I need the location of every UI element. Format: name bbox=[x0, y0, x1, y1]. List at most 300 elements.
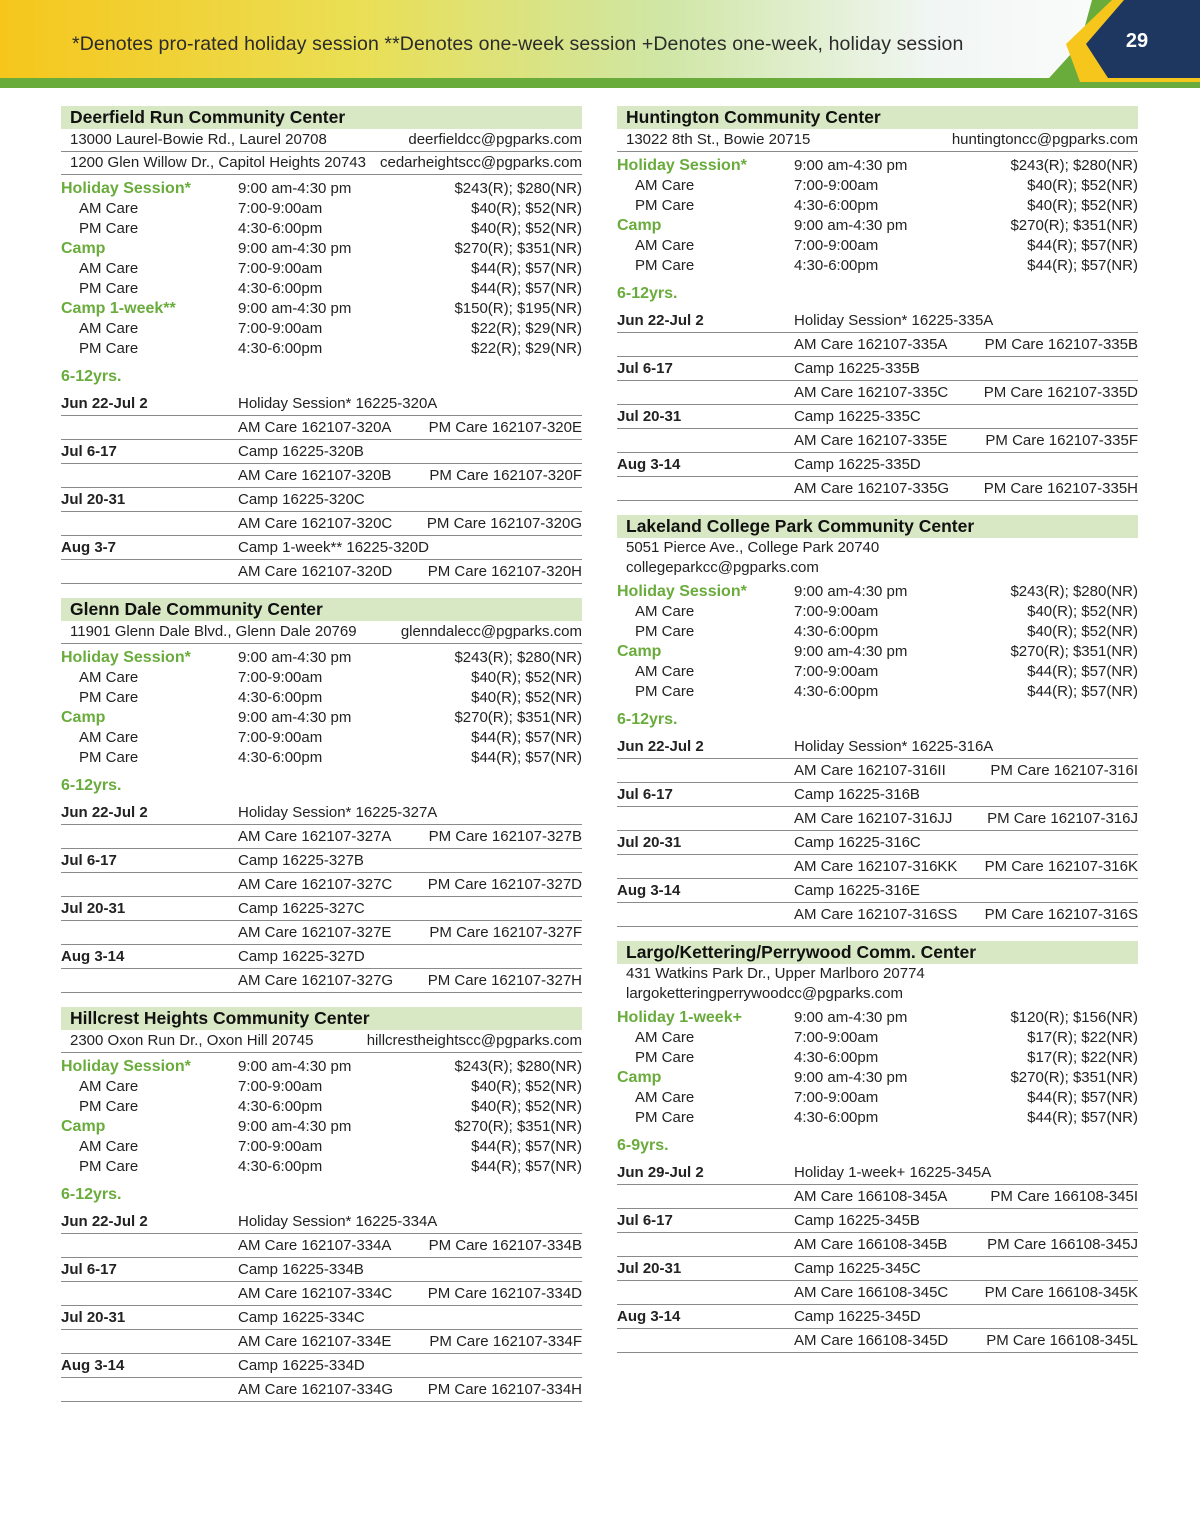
session-schedule bbox=[617, 156, 1138, 276]
center-address: 2300 Oxon Run Dr., Oxon Hill 20745 bbox=[70, 1032, 314, 1049]
schedule-row bbox=[617, 236, 1138, 256]
registration-row bbox=[617, 477, 1138, 501]
session-type: Holiday Session* bbox=[617, 583, 747, 600]
registration-row bbox=[617, 381, 1138, 405]
registration-row bbox=[617, 429, 1138, 453]
schedule-row bbox=[617, 682, 1138, 702]
right-column bbox=[617, 106, 1138, 1367]
session-fee: $243(R); $280(NR) bbox=[454, 649, 582, 666]
session-dates: Jul 20-31 bbox=[617, 1260, 682, 1277]
activity-code: Camp 16225-316C bbox=[794, 834, 921, 851]
session-type: AM Care bbox=[79, 260, 139, 277]
session-dates bbox=[61, 921, 238, 944]
session-time: 9:00 am-4:30 pm bbox=[238, 1118, 352, 1135]
session-time: 7:00-9:00am bbox=[794, 237, 879, 254]
activity-code: AM Care 162107-335E bbox=[794, 432, 948, 449]
session-type: AM Care bbox=[79, 1138, 139, 1155]
registration-row bbox=[61, 1378, 582, 1402]
session-dates bbox=[617, 855, 794, 878]
session-fee: $44(R); $57(NR) bbox=[471, 1158, 582, 1175]
schedule-row bbox=[61, 339, 582, 359]
pm-care-code: PM Care 166108-345J bbox=[987, 1236, 1138, 1253]
session-type: PM Care bbox=[79, 340, 139, 357]
activity-code: Camp 16225-327C bbox=[238, 900, 365, 917]
center-contact-row bbox=[617, 129, 1138, 152]
session-dates: Jul 20-31 bbox=[61, 491, 126, 508]
registration-row bbox=[617, 1233, 1138, 1257]
session-dates bbox=[617, 477, 794, 500]
session-time: 4:30-6:00pm bbox=[794, 1109, 879, 1126]
session-time: 9:00 am-4:30 pm bbox=[238, 1058, 352, 1075]
session-dates bbox=[61, 464, 238, 487]
session-fee: $44(R); $57(NR) bbox=[471, 749, 582, 766]
activity-code: AM Care 162107-334E bbox=[238, 1333, 392, 1350]
session-dates bbox=[61, 416, 238, 439]
session-time: 7:00-9:00am bbox=[238, 1138, 323, 1155]
registration-row bbox=[61, 849, 582, 873]
registration-row bbox=[617, 333, 1138, 357]
registration-row bbox=[61, 1306, 582, 1330]
session-type: PM Care bbox=[635, 623, 695, 640]
registration-row bbox=[617, 357, 1138, 381]
session-fee: $270(R); $351(NR) bbox=[1010, 1069, 1138, 1086]
activity-code: AM Care 162107-320A bbox=[238, 419, 392, 436]
session-dates bbox=[61, 512, 238, 535]
session-time: 9:00 am-4:30 pm bbox=[794, 1069, 908, 1086]
schedule-row bbox=[61, 299, 582, 319]
registration-row bbox=[61, 536, 582, 560]
center-address: 431 Watkins Park Dr., Upper Marlboro 20774 bbox=[626, 965, 925, 982]
session-fee: $40(R); $52(NR) bbox=[471, 689, 582, 706]
registration-row bbox=[61, 1282, 582, 1306]
session-dates: Jun 22-Jul 2 bbox=[61, 1213, 148, 1230]
activity-code: Holiday Session* 16225-334A bbox=[238, 1213, 438, 1230]
session-time: 9:00 am-4:30 pm bbox=[794, 583, 908, 600]
session-type: AM Care bbox=[79, 320, 139, 337]
left-column bbox=[61, 106, 582, 1416]
schedule-row bbox=[61, 648, 582, 668]
activity-code: Camp 16225-316B bbox=[794, 786, 920, 803]
session-schedule bbox=[61, 648, 582, 768]
registration-row bbox=[617, 309, 1138, 333]
session-type: PM Care bbox=[635, 1109, 695, 1126]
center-address: 1200 Glen Willow Dr., Capitol Heights 20743 bbox=[70, 154, 366, 171]
center-contact-row bbox=[61, 1030, 582, 1053]
activity-code: Holiday 1-week+ 16225-345A bbox=[794, 1164, 992, 1181]
activity-code: Camp 16225-334C bbox=[238, 1309, 365, 1326]
activity-code: AM Care 162107-327E bbox=[238, 924, 392, 941]
registration-row bbox=[61, 897, 582, 921]
registration-row bbox=[61, 512, 582, 536]
registration-row bbox=[617, 453, 1138, 477]
age-group: 6-12yrs. bbox=[61, 777, 122, 794]
session-time: 7:00-9:00am bbox=[238, 669, 323, 686]
session-type: PM Care bbox=[79, 1158, 139, 1175]
center-contact-row bbox=[617, 538, 1138, 558]
activity-code: AM Care 162107-334A bbox=[238, 1237, 392, 1254]
session-time: 4:30-6:00pm bbox=[794, 257, 879, 274]
registration-table bbox=[617, 1161, 1138, 1353]
registration-row bbox=[61, 801, 582, 825]
center-email: huntingtoncc@pgparks.com bbox=[951, 131, 1138, 148]
session-fee: $17(R); $22(NR) bbox=[1027, 1029, 1138, 1046]
session-dates bbox=[617, 759, 794, 782]
session-fee: $270(R); $351(NR) bbox=[454, 240, 582, 257]
activity-code: AM Care 162107-335G bbox=[794, 480, 950, 497]
session-time: 7:00-9:00am bbox=[238, 729, 323, 746]
session-dates: Jun 22-Jul 2 bbox=[61, 395, 148, 412]
center-email: deerfieldcc@pgparks.com bbox=[408, 131, 582, 148]
session-type: PM Care bbox=[79, 1098, 139, 1115]
registration-row bbox=[61, 488, 582, 512]
session-time: 4:30-6:00pm bbox=[794, 1049, 879, 1066]
center-address: 11901 Glenn Dale Blvd., Glenn Dale 20769 bbox=[70, 623, 357, 640]
activity-code: AM Care 162107-327C bbox=[238, 876, 393, 893]
activity-code: AM Care 166108-345A bbox=[794, 1188, 948, 1205]
pm-care-code: PM Care 162107-334F bbox=[429, 1333, 582, 1350]
session-schedule bbox=[617, 582, 1138, 702]
activity-code: AM Care 162107-320D bbox=[238, 563, 393, 580]
session-dates: Jun 22-Jul 2 bbox=[61, 804, 148, 821]
schedule-row bbox=[617, 1108, 1138, 1128]
schedule-row bbox=[617, 622, 1138, 642]
session-time: 7:00-9:00am bbox=[794, 177, 879, 194]
center-block bbox=[61, 1007, 582, 1402]
session-dates: Jul 6-17 bbox=[617, 786, 673, 803]
schedule-row bbox=[617, 156, 1138, 176]
session-fee: $243(R); $280(NR) bbox=[1010, 583, 1138, 600]
activity-code: Camp 16225-334D bbox=[238, 1357, 365, 1374]
session-fee: $44(R); $57(NR) bbox=[1027, 1109, 1138, 1126]
pm-care-code: PM Care 162107-327H bbox=[427, 972, 582, 989]
pm-care-code: PM Care 162107-335B bbox=[984, 336, 1138, 353]
registration-row bbox=[617, 807, 1138, 831]
session-type: PM Care bbox=[635, 683, 695, 700]
activity-code: AM Care 162107-320C bbox=[238, 515, 393, 532]
activity-code: Camp 1-week** 16225-320D bbox=[238, 539, 429, 556]
registration-row bbox=[61, 1258, 582, 1282]
registration-row bbox=[617, 879, 1138, 903]
session-type: Camp 1-week** bbox=[61, 300, 176, 317]
activity-code: AM Care 166108-345D bbox=[794, 1332, 949, 1349]
session-fee: $150(R); $195(NR) bbox=[454, 300, 582, 317]
session-dates bbox=[61, 1330, 238, 1353]
activity-code: Camp 16225-334B bbox=[238, 1261, 364, 1278]
registration-row bbox=[61, 1354, 582, 1378]
session-fee: $243(R); $280(NR) bbox=[1010, 157, 1138, 174]
schedule-row bbox=[617, 642, 1138, 662]
activity-code: AM Care 162107-335A bbox=[794, 336, 948, 353]
session-dates bbox=[61, 873, 238, 896]
session-time: 7:00-9:00am bbox=[238, 200, 323, 217]
center-address: collegeparkcc@pgparks.com bbox=[626, 559, 819, 576]
activity-code: Holiday Session* 16225-316A bbox=[794, 738, 994, 755]
session-fee: $44(R); $57(NR) bbox=[471, 280, 582, 297]
activity-code: Camp 16225-345D bbox=[794, 1308, 921, 1325]
activity-code: AM Care 162107-327A bbox=[238, 828, 392, 845]
session-fee: $40(R); $52(NR) bbox=[1027, 177, 1138, 194]
session-dates bbox=[617, 1233, 794, 1256]
schedule-row bbox=[61, 1157, 582, 1177]
registration-row bbox=[617, 1257, 1138, 1281]
registration-row bbox=[617, 405, 1138, 429]
session-time: 7:00-9:00am bbox=[794, 603, 879, 620]
session-time: 7:00-9:00am bbox=[794, 1029, 879, 1046]
schedule-row bbox=[61, 1057, 582, 1077]
session-time: 9:00 am-4:30 pm bbox=[794, 157, 908, 174]
activity-code: AM Care 166108-345B bbox=[794, 1236, 948, 1253]
schedule-row bbox=[617, 1088, 1138, 1108]
session-schedule bbox=[617, 1008, 1138, 1128]
session-fee: $270(R); $351(NR) bbox=[1010, 643, 1138, 660]
session-type: PM Care bbox=[635, 1049, 695, 1066]
activity-code: AM Care 162107-320B bbox=[238, 467, 392, 484]
schedule-row bbox=[617, 1068, 1138, 1088]
session-time: 7:00-9:00am bbox=[238, 260, 323, 277]
session-time: 9:00 am-4:30 pm bbox=[238, 709, 352, 726]
center-name: Lakeland College Park Community Center bbox=[617, 515, 1138, 538]
registration-table bbox=[61, 801, 582, 993]
session-time: 9:00 am-4:30 pm bbox=[794, 643, 908, 660]
activity-code: Camp 16225-345B bbox=[794, 1212, 920, 1229]
page-banner bbox=[0, 0, 1200, 88]
session-type: Camp bbox=[61, 1118, 106, 1135]
activity-code: Camp 16225-335B bbox=[794, 360, 920, 377]
activity-code: Camp 16225-316E bbox=[794, 882, 920, 899]
session-type: Holiday Session* bbox=[617, 157, 747, 174]
activity-code: Camp 16225-335C bbox=[794, 408, 921, 425]
session-fee: $40(R); $52(NR) bbox=[471, 220, 582, 237]
session-type: Camp bbox=[617, 643, 662, 660]
registration-row bbox=[617, 903, 1138, 927]
session-fee: $44(R); $57(NR) bbox=[471, 1138, 582, 1155]
center-address: 13022 8th St., Bowie 20715 bbox=[626, 131, 811, 148]
session-dates bbox=[61, 1282, 238, 1305]
pm-care-code: PM Care 162107-335F bbox=[985, 432, 1138, 449]
session-type: AM Care bbox=[635, 1029, 695, 1046]
session-dates: Jul 20-31 bbox=[617, 408, 682, 425]
session-fee: $270(R); $351(NR) bbox=[454, 709, 582, 726]
session-dates: Aug 3-14 bbox=[61, 948, 125, 965]
center-contact-row bbox=[617, 984, 1138, 1004]
pm-care-code: PM Care 162107-320G bbox=[426, 515, 582, 532]
registration-row bbox=[61, 464, 582, 488]
session-dates bbox=[617, 807, 794, 830]
center-block bbox=[617, 941, 1138, 1353]
registration-table bbox=[61, 392, 582, 584]
registration-row bbox=[617, 759, 1138, 783]
session-dates: Aug 3-7 bbox=[61, 539, 117, 556]
activity-code: Camp 16225-335D bbox=[794, 456, 921, 473]
pm-care-code: PM Care 162107-327B bbox=[428, 828, 582, 845]
pm-care-code: PM Care 162107-320E bbox=[428, 419, 582, 436]
schedule-row bbox=[61, 728, 582, 748]
age-group: 6-12yrs. bbox=[617, 711, 678, 728]
age-group: 6-9yrs. bbox=[617, 1137, 669, 1154]
registration-row bbox=[61, 825, 582, 849]
registration-row bbox=[61, 921, 582, 945]
session-fee: $40(R); $52(NR) bbox=[471, 1098, 582, 1115]
session-time: 4:30-6:00pm bbox=[238, 280, 323, 297]
schedule-row bbox=[617, 582, 1138, 602]
session-type: PM Care bbox=[79, 280, 139, 297]
session-fee: $44(R); $57(NR) bbox=[1027, 663, 1138, 680]
registration-row bbox=[61, 969, 582, 993]
session-schedule bbox=[61, 1057, 582, 1177]
session-time: 4:30-6:00pm bbox=[794, 683, 879, 700]
schedule-row bbox=[617, 1048, 1138, 1068]
session-dates: Jul 6-17 bbox=[61, 443, 117, 460]
pm-care-code: PM Care 162107-320F bbox=[429, 467, 582, 484]
session-dates: Jul 6-17 bbox=[61, 1261, 117, 1278]
session-dates bbox=[61, 1234, 238, 1257]
session-fee: $44(R); $57(NR) bbox=[1027, 1089, 1138, 1106]
session-dates: Jun 22-Jul 2 bbox=[617, 738, 704, 755]
registration-row bbox=[617, 735, 1138, 759]
pm-care-code: PM Care 166108-345I bbox=[990, 1188, 1138, 1205]
schedule-row bbox=[61, 708, 582, 728]
activity-code: Camp 16225-327D bbox=[238, 948, 365, 965]
schedule-row bbox=[61, 239, 582, 259]
session-fee: $40(R); $52(NR) bbox=[471, 669, 582, 686]
activity-code: AM Care 162107-334C bbox=[238, 1285, 393, 1302]
schedule-row bbox=[617, 662, 1138, 682]
session-fee: $44(R); $57(NR) bbox=[1027, 257, 1138, 274]
registration-row bbox=[61, 392, 582, 416]
center-contact-row bbox=[617, 964, 1138, 984]
activity-code: Camp 16225-320B bbox=[238, 443, 364, 460]
session-type: PM Care bbox=[79, 220, 139, 237]
schedule-row bbox=[61, 1097, 582, 1117]
registration-table bbox=[617, 309, 1138, 501]
session-type: Camp bbox=[617, 1069, 662, 1086]
registration-row bbox=[61, 1330, 582, 1354]
session-time: 4:30-6:00pm bbox=[238, 1098, 323, 1115]
session-fee: $243(R); $280(NR) bbox=[454, 1058, 582, 1075]
registration-row bbox=[61, 560, 582, 584]
registration-row bbox=[617, 1329, 1138, 1353]
session-type: PM Care bbox=[635, 197, 695, 214]
session-dates bbox=[617, 429, 794, 452]
session-type: AM Care bbox=[635, 603, 695, 620]
session-dates: Jul 20-31 bbox=[61, 1309, 126, 1326]
center-name: Deerfield Run Community Center bbox=[61, 106, 582, 129]
session-dates bbox=[61, 1378, 238, 1401]
center-name: Largo/Kettering/Perrywood Comm. Center bbox=[617, 941, 1138, 964]
page-number: 29 bbox=[1125, 30, 1149, 52]
center-block bbox=[617, 106, 1138, 501]
age-group: 6-12yrs. bbox=[61, 368, 122, 385]
session-dates: Aug 3-14 bbox=[617, 1308, 681, 1325]
session-type: Holiday Session* bbox=[61, 1058, 191, 1075]
activity-code: AM Care 162107-335C bbox=[794, 384, 949, 401]
session-time: 4:30-6:00pm bbox=[238, 220, 323, 237]
session-type: PM Care bbox=[79, 749, 139, 766]
session-fee: $120(R); $156(NR) bbox=[1010, 1009, 1138, 1026]
activity-code: Holiday Session* 16225-327A bbox=[238, 804, 438, 821]
session-dates: Jun 29-Jul 2 bbox=[617, 1164, 704, 1181]
schedule-row bbox=[61, 179, 582, 199]
session-time: 4:30-6:00pm bbox=[794, 623, 879, 640]
pm-care-code: PM Care 162107-316K bbox=[984, 858, 1138, 875]
registration-row bbox=[617, 1161, 1138, 1185]
session-dates: Aug 3-14 bbox=[617, 456, 681, 473]
schedule-row bbox=[61, 1077, 582, 1097]
activity-code: AM Care 162107-316SS bbox=[794, 906, 958, 923]
session-type: Camp bbox=[61, 709, 106, 726]
schedule-row bbox=[61, 748, 582, 768]
session-time: 4:30-6:00pm bbox=[794, 197, 879, 214]
session-fee: $40(R); $52(NR) bbox=[1027, 623, 1138, 640]
registration-row bbox=[617, 1185, 1138, 1209]
session-dates bbox=[61, 560, 238, 583]
center-block bbox=[617, 515, 1138, 927]
session-fee: $44(R); $57(NR) bbox=[471, 260, 582, 277]
session-type: AM Care bbox=[635, 177, 695, 194]
center-contact-row bbox=[61, 129, 582, 152]
registration-row bbox=[617, 831, 1138, 855]
session-dates: Jun 22-Jul 2 bbox=[617, 312, 704, 329]
pm-care-code: PM Care 166108-345K bbox=[984, 1284, 1138, 1301]
session-fee: $40(R); $52(NR) bbox=[471, 200, 582, 217]
session-dates: Jul 20-31 bbox=[617, 834, 682, 851]
session-fee: $270(R); $351(NR) bbox=[454, 1118, 582, 1135]
center-email: cedarheightscc@pgparks.com bbox=[380, 154, 582, 171]
session-schedule bbox=[61, 179, 582, 359]
session-time: 4:30-6:00pm bbox=[238, 749, 323, 766]
center-contact-row bbox=[61, 621, 582, 644]
pm-care-code: PM Care 162107-334H bbox=[427, 1381, 582, 1398]
session-dates bbox=[617, 1281, 794, 1304]
center-name: Hillcrest Heights Community Center bbox=[61, 1007, 582, 1030]
session-dates bbox=[617, 381, 794, 404]
schedule-row bbox=[617, 1028, 1138, 1048]
registration-row bbox=[617, 855, 1138, 879]
pm-care-code: PM Care 162107-327F bbox=[429, 924, 582, 941]
session-time: 4:30-6:00pm bbox=[238, 340, 323, 357]
schedule-row bbox=[61, 259, 582, 279]
session-time: 9:00 am-4:30 pm bbox=[794, 217, 908, 234]
session-type: PM Care bbox=[79, 689, 139, 706]
registration-row bbox=[617, 783, 1138, 807]
pm-care-code: PM Care 162107-334D bbox=[427, 1285, 582, 1302]
session-type: AM Care bbox=[79, 669, 139, 686]
session-type: Camp bbox=[61, 240, 106, 257]
session-time: 9:00 am-4:30 pm bbox=[794, 1009, 908, 1026]
schedule-row bbox=[61, 319, 582, 339]
session-type: PM Care bbox=[635, 257, 695, 274]
schedule-row bbox=[617, 602, 1138, 622]
session-type: AM Care bbox=[79, 200, 139, 217]
activity-code: Camp 16225-345C bbox=[794, 1260, 921, 1277]
schedule-row bbox=[61, 1137, 582, 1157]
registration-row bbox=[617, 1209, 1138, 1233]
session-dates bbox=[61, 969, 238, 992]
session-time: 9:00 am-4:30 pm bbox=[238, 300, 352, 317]
schedule-row bbox=[617, 256, 1138, 276]
pm-care-code: PM Care 166108-345L bbox=[986, 1332, 1138, 1349]
session-fee: $44(R); $57(NR) bbox=[471, 729, 582, 746]
session-dates: Jul 6-17 bbox=[61, 852, 117, 869]
session-dates bbox=[617, 1329, 794, 1352]
center-address: 13000 Laurel-Bowie Rd., Laurel 20708 bbox=[70, 131, 327, 148]
center-email: glenndalecc@pgparks.com bbox=[400, 623, 582, 640]
center-name: Glenn Dale Community Center bbox=[61, 598, 582, 621]
session-type: Camp bbox=[617, 217, 662, 234]
activity-code: AM Care 162107-316JJ bbox=[794, 810, 953, 827]
session-dates bbox=[617, 1185, 794, 1208]
registration-row bbox=[61, 945, 582, 969]
